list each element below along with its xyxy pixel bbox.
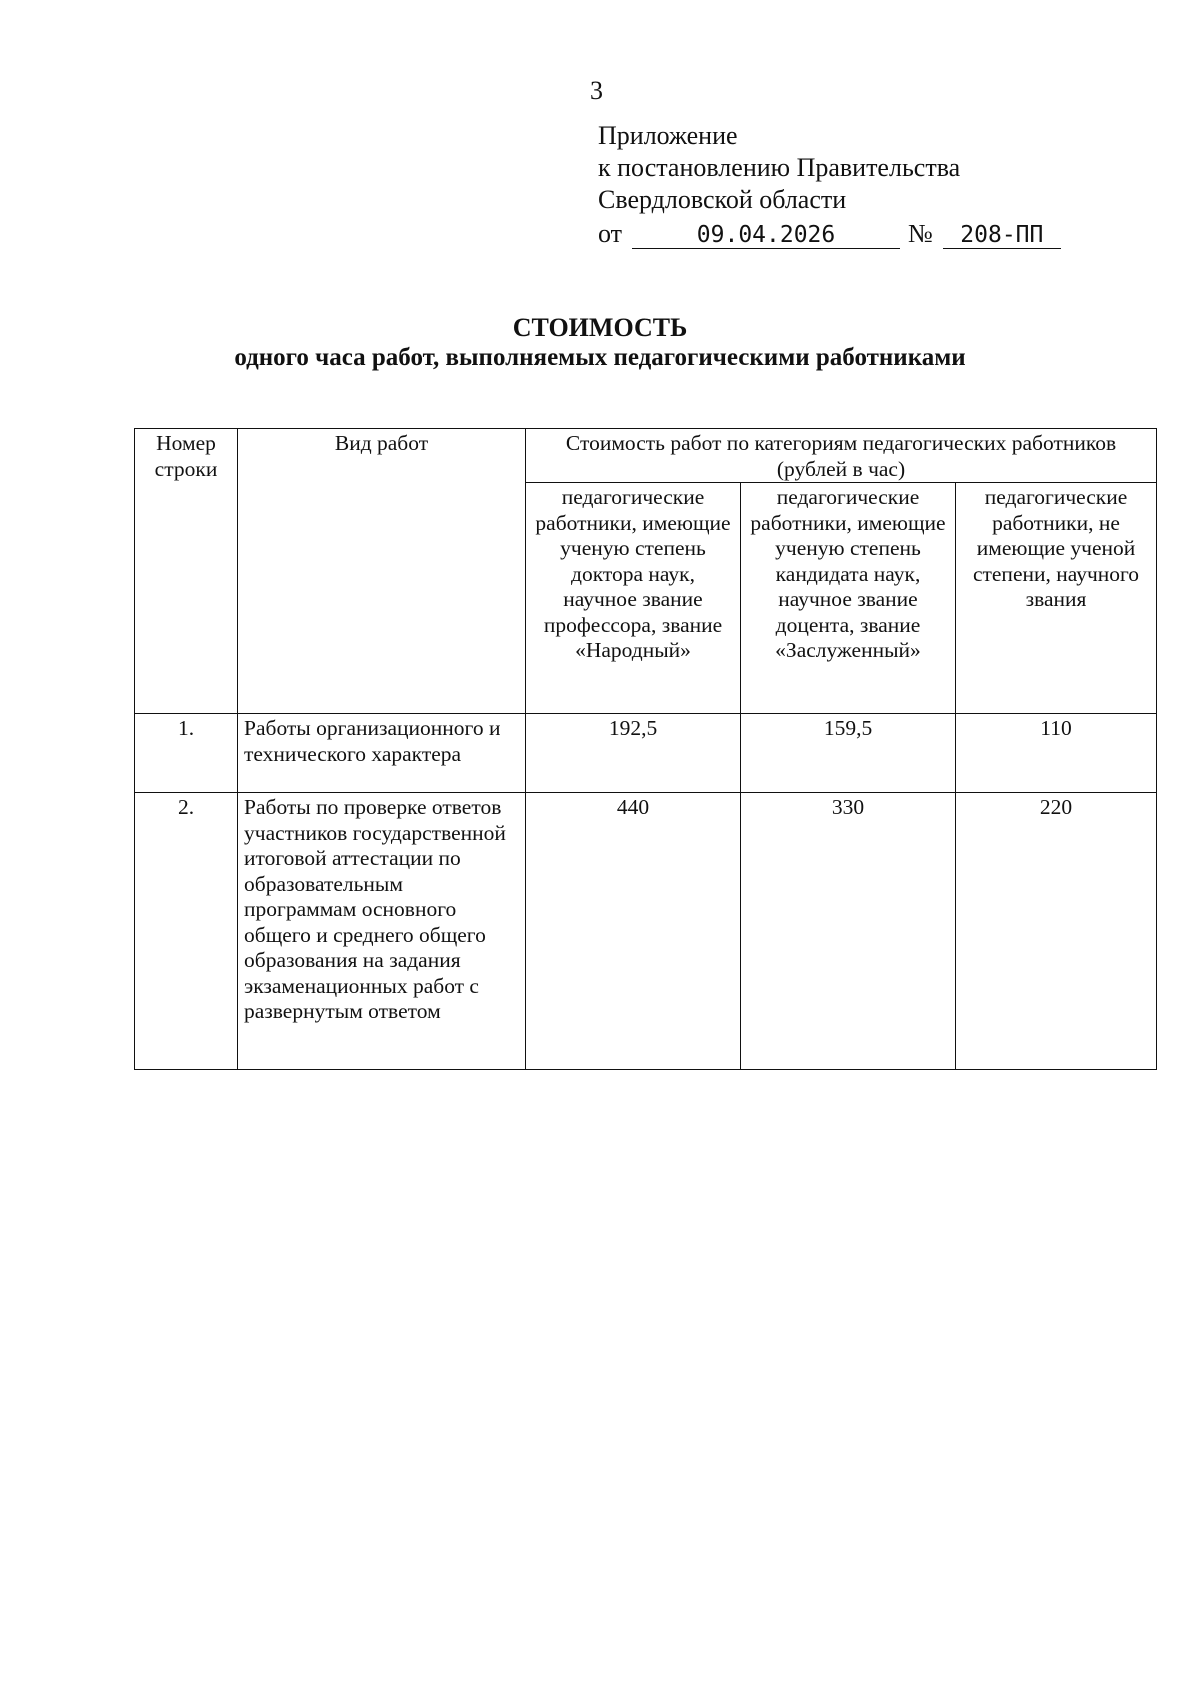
header-row-number: Номер строки — [135, 429, 238, 714]
number-prefix: № — [908, 219, 933, 248]
appendix-date-line — [598, 218, 1118, 250]
cost-cell-category-3: 110 — [956, 714, 1157, 793]
cost-cell-category-3: 220 — [956, 793, 1157, 1070]
cost-cell-category-1: 440 — [526, 793, 741, 1070]
number-value: 208-ПП — [943, 222, 1061, 249]
date-value: 09.04.2026 — [632, 222, 900, 249]
row-number-cell: 2. — [135, 793, 238, 1070]
document-title: СТОИМОСТЬ — [512, 313, 688, 342]
work-type-cell: Работы организационного и технического характера — [238, 714, 526, 793]
table-row — [135, 714, 1157, 793]
header-category-3: педагогические работники, не имеющие ученой степени, научного звания — [956, 483, 1157, 714]
row-number-cell: 1. — [135, 714, 238, 793]
price-table — [134, 428, 1157, 1070]
date-prefix: от — [598, 219, 623, 248]
header-category-2: педагогические работники, имеющие ученую степень кандидата наук, научное звание доцента, звание «Заслуженный» — [741, 483, 956, 714]
header-cost-group: Стоимость работ по категориям педагогических работников (рублей в час) — [526, 429, 1157, 483]
cost-cell-category-2: 159,5 — [741, 714, 956, 793]
appendix-line-2: к постановлению Правительства — [598, 153, 961, 182]
header-work-type: Вид работ — [238, 429, 526, 714]
document-subtitle: одного часа работ, выполняемых педагогическими работниками — [234, 344, 966, 371]
appendix-line-3: Свердловской области — [598, 185, 847, 214]
appendix-line-1: Приложение — [598, 121, 738, 150]
appendix-block — [598, 120, 1118, 250]
table-header-row — [135, 429, 1157, 483]
work-type-cell: Работы по проверке ответов участников государственной итоговой аттестации по образовательным программам основного общего и среднего общего образования на задания экзаменационных работ с развернутым ответом — [238, 793, 526, 1070]
cost-cell-category-1: 192,5 — [526, 714, 741, 793]
table-row — [135, 793, 1157, 1070]
cost-cell-category-2: 330 — [741, 793, 956, 1070]
page-number: 3 — [590, 76, 603, 105]
header-category-1: педагогические работники, имеющие ученую степень доктора наук, научное звание профессора, звание «Народный» — [526, 483, 741, 714]
